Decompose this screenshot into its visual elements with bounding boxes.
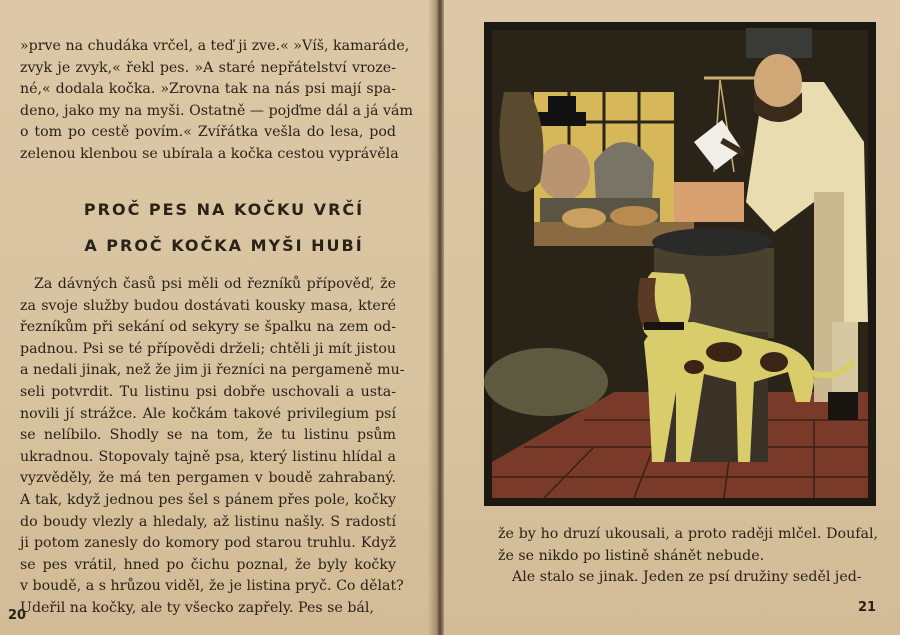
- butcher-shop-illustration: [484, 22, 876, 506]
- text-line: zelenou klenbou se ubírala a kočka cestou vyprávěla: [20, 145, 399, 162]
- text-line: vyzvěděly, že má ten pergamen v boudě zahrabaný.: [20, 470, 396, 487]
- text-line: do boudy vlezly a hledaly, až listinu našly. S radostí: [20, 513, 396, 530]
- text-line: ukradnou. Stopovaly tajně psa, který listinu hlídal a: [20, 448, 396, 465]
- chapter-body-text: [20, 274, 405, 620]
- text-line: a nedali jinak, než že jim ji řezníci na pergameně mu-: [20, 362, 405, 379]
- text-line: A tak, když jednou pes šel s pánem přes pole, kočky: [20, 491, 396, 508]
- text-line: né,« dodala kočka. »Zrovna tak na nás psi mají spa-: [20, 81, 396, 98]
- text-line: v boudě, a s hrůzou viděl, že je listina pryč. Co dělat?: [20, 578, 404, 595]
- page-number-left: 20: [8, 608, 27, 623]
- text-line: Ale stalo se jinak. Jeden ze psí družiny seděl jed-: [512, 569, 862, 586]
- text-line: se pes vrátil, hned po čichu poznal, že byly kočky: [20, 556, 396, 573]
- intro-paragraph: [20, 36, 413, 166]
- text-line: se nelíbilo. Shodly se na tom, že tu listinu psům: [20, 427, 396, 444]
- text-line: Udeřil na kočky, ale ty všecko zapřely. Pes se bál,: [20, 599, 374, 616]
- page-number-right: 21: [858, 600, 877, 615]
- chapter-heading-line-2: A PROČ KOČKA MYŠI HUBÍ: [84, 236, 364, 255]
- text-line: Za dávných časů psi měli od řezníků přípověď, že: [34, 276, 396, 292]
- text-line: o tom po cestě povím.« Zvířátka vešla do lesa, pod: [20, 124, 396, 141]
- left-page: [0, 0, 436, 635]
- text-line: padnou. Psi se té přípovědi drželi; chtěli ji mít jistou: [20, 340, 396, 357]
- text-line: »prve na chudáka vrčel, a teď ji zve.« »Víš, kamaráde,: [20, 38, 410, 54]
- text-line: za svoje služby budou dostávati kousky masa, které: [20, 297, 396, 314]
- text-line: řezníkům při sekání od sekyry se špalku na zem od-: [20, 319, 396, 336]
- chapter-heading-line-1: PROČ PES NA KOČKU VRČÍ: [83, 200, 365, 219]
- text-line: ji potom zanesly do komory pod starou truhlu. Když: [20, 535, 396, 552]
- text-line: novili jí strážce. Ale kočkám takové privilegium psí: [20, 405, 396, 422]
- text-line: zvyk je zvyk,« řekl pes. »A staré nepřátelství vroze-: [20, 59, 396, 76]
- text-line: že by ho druzí ukousali, a proto raději mlčel. Doufal,: [498, 526, 878, 542]
- right-body-text: [498, 524, 878, 589]
- text-line: že se nikdo po listině shánět nebude.: [498, 547, 765, 564]
- text-line: seli potvrdit. Tu listinu psi dobře uschovali a usta-: [20, 383, 396, 400]
- text-line: deno, jako my na myši. Ostatně — pojďme dál a já vám: [20, 102, 413, 119]
